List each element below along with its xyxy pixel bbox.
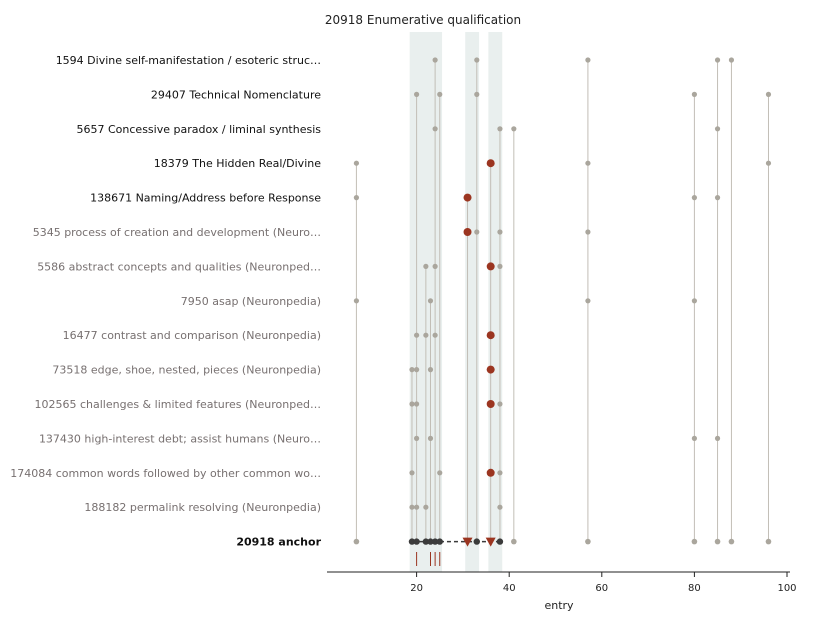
point-gray [409,470,414,475]
x-tick-label: 40 [502,583,516,594]
row-label: 16477 contrast and comparison (Neuronpedia) [62,329,321,343]
anchor-point-gray [692,539,698,545]
point-gray [414,333,419,338]
point-gray [354,298,359,303]
x-tick-label: 100 [777,583,797,594]
point-gray [414,367,419,372]
point-gray [433,126,438,131]
row-label: 7950 asap (Neuronpedia) [180,294,321,308]
point-gray [497,264,502,269]
x-axis-label: entry [544,599,574,612]
point-gray [497,470,502,475]
point-gray [428,298,433,303]
row-label: 102565 challenges & limited features (Neuronped… [34,398,321,411]
point-gray [585,298,590,303]
anchor-point-dark [497,538,503,544]
row-label: 174084 common words followed by other common wo… [10,466,321,480]
point-gray [715,57,720,62]
anchor-point-dark [437,538,443,544]
row-label: 18379 The Hidden Real/Divine [153,157,321,171]
point-gray [766,161,771,166]
point-gray [474,92,479,97]
point-red [487,331,495,339]
point-gray [474,229,479,234]
point-gray [409,401,414,406]
point-gray [409,505,414,510]
anchor-point-gray [715,539,721,545]
point-gray [692,92,697,97]
anchor-point-gray [511,539,517,545]
anchor-label: 20918 anchor [236,535,321,549]
point-gray [474,57,479,62]
point-gray [423,264,428,269]
anchor-point-gray [729,539,735,545]
point-gray [715,195,720,200]
row-label: 5586 abstract concepts and qualities (Neuronped… [37,260,321,274]
point-gray [497,401,502,406]
point-gray [354,195,359,200]
point-gray [497,126,502,131]
point-gray [428,436,433,441]
point-gray [433,57,438,62]
point-red [487,262,495,270]
point-gray [414,436,419,441]
point-gray [423,505,428,510]
chart-title: 20918 Enumerative qualification [324,13,522,27]
row-label: 5657 Concessive paradox / liminal synthesis [76,122,321,136]
row-label: 29407 Technical Nomenclature [150,88,321,102]
point-gray [585,57,590,62]
point-gray [414,401,419,406]
row-label: 188182 permalink resolving (Neuronpedia) [84,501,321,515]
x-tick-label: 80 [688,583,701,594]
x-tick-label: 60 [595,583,609,594]
point-gray [423,333,428,338]
row-label: 5345 process of creation and development (Neuro… [32,226,321,239]
point-red [487,400,495,408]
row-label: 73518 edge, shoe, nested, pieces (Neuronpedia) [52,363,321,377]
highlight-bands [410,32,503,572]
point-gray [414,505,419,510]
point-gray [715,126,720,131]
point-gray [437,92,442,97]
row-labels [10,54,321,549]
point-gray [497,505,502,510]
row-label: 138671 Naming/Address before Response [90,191,321,205]
point-gray [692,298,697,303]
point-gray [354,161,359,166]
point-gray [433,333,438,338]
point-red [487,366,495,374]
point-gray [585,229,590,234]
anchor-point-dark [474,538,480,544]
point-red [487,469,495,477]
point-gray [692,195,697,200]
point-gray [497,229,502,234]
point-gray [511,126,516,131]
point-gray [414,92,419,97]
point-gray [715,436,720,441]
point-red [464,194,472,202]
point-gray [729,57,734,62]
point-gray [692,436,697,441]
point-gray [437,470,442,475]
point-gray [766,92,771,97]
row-label: 1594 Divine self-manifestation / esoteric struc… [55,54,321,67]
x-axis [327,572,797,594]
point-red [487,159,495,167]
point-gray [428,367,433,372]
point-gray [433,264,438,269]
row-label: 137430 high-interest debt; assist humans (Neuro… [38,432,321,446]
anchor-point-gray [766,539,772,545]
anchor-point-gray [354,539,360,545]
point-red [464,228,472,236]
x-tick-label: 20 [410,583,423,594]
anchor-point-dark [413,538,419,544]
point-gray [585,161,590,166]
anchor-point-gray [585,539,591,545]
point-gray [409,367,414,372]
